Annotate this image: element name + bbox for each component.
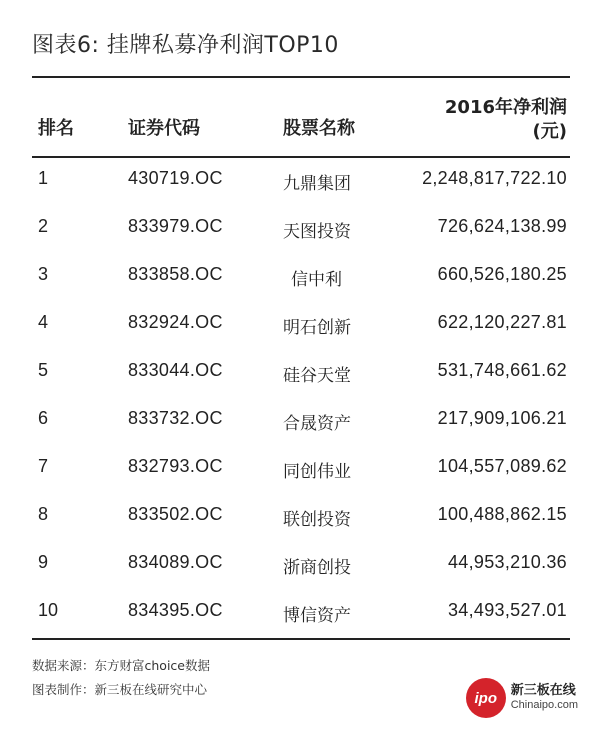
cell-name: 信中利	[291, 270, 342, 290]
cell-code: 833502.OC	[128, 504, 223, 524]
header-profit	[347, 96, 567, 144]
cell-rank: 5	[38, 360, 49, 380]
table-row	[0, 206, 600, 254]
header-profit-line1: 2016年净利润	[444, 97, 567, 118]
cell-name: 合晟资产	[283, 414, 351, 434]
table-header	[0, 78, 600, 156]
cell-profit: 217,909,106.21	[437, 408, 567, 428]
header-code: 证券代码	[128, 118, 200, 139]
cell-code: 832793.OC	[128, 456, 223, 476]
ipo-logo-icon: ipo	[466, 678, 506, 718]
cell-code: 833858.OC	[128, 264, 223, 284]
header-rank: 排名	[38, 118, 74, 139]
cell-profit: 660,526,180.25	[437, 264, 567, 284]
cell-profit: 100,488,862.15	[437, 504, 567, 524]
cell-profit: 622,120,227.81	[437, 312, 567, 332]
table-row	[0, 590, 600, 638]
cell-rank: 4	[38, 312, 49, 332]
cell-rank: 10	[38, 600, 59, 620]
cell-name: 明石创新	[283, 318, 351, 338]
header-profit-line2: (元)	[532, 121, 567, 142]
cell-name: 联创投资	[283, 510, 351, 530]
cell-code: 833732.OC	[128, 408, 223, 428]
cell-code: 834395.OC	[128, 600, 223, 620]
cell-name: 天图投资	[283, 222, 351, 242]
logo-name-cn: 新三板在线	[510, 683, 576, 698]
table-row	[0, 254, 600, 302]
cell-profit: 104,557,089.62	[437, 456, 567, 476]
cell-code: 834089.OC	[128, 552, 223, 572]
cell-rank: 7	[38, 456, 49, 476]
cell-rank: 1	[38, 168, 49, 188]
table-row	[0, 350, 600, 398]
cell-profit: 34,493,527.01	[447, 600, 567, 620]
cell-rank: 3	[38, 264, 49, 284]
cell-code: 832924.OC	[128, 312, 223, 332]
cell-profit: 44,953,210.36	[447, 552, 567, 572]
cell-profit: 2,248,817,722.10	[422, 168, 567, 188]
cell-rank: 8	[38, 504, 49, 524]
cell-name: 硅谷天堂	[283, 366, 351, 386]
cell-code: 833979.OC	[128, 216, 223, 236]
cell-name: 九鼎集团	[283, 174, 351, 194]
logo-name-en: Chinaipo.com	[510, 699, 578, 711]
logo-text	[511, 683, 578, 713]
cell-rank: 9	[38, 552, 49, 572]
table-row	[0, 158, 600, 206]
table-row	[0, 494, 600, 542]
cell-name: 浙商创投	[283, 558, 351, 578]
table-row	[0, 446, 600, 494]
cell-name: 同创伟业	[283, 462, 351, 482]
cell-profit: 531,748,661.62	[437, 360, 567, 380]
brand-logo	[466, 678, 578, 718]
cell-rank: 6	[38, 408, 49, 428]
page-title: 图表6: 挂牌私募净利润TOP10	[32, 33, 339, 58]
table-bottom-rule	[32, 638, 570, 640]
chart-maker-note: 图表制作：新三板在线研究中心	[32, 682, 208, 697]
cell-code: 833044.OC	[128, 360, 223, 380]
table-row	[0, 398, 600, 446]
cell-name: 博信资产	[283, 606, 351, 626]
header-name: 股票名称	[283, 118, 355, 139]
table-body	[0, 158, 600, 638]
cell-code: 430719.OC	[128, 168, 223, 188]
table-row	[0, 542, 600, 590]
table-row	[0, 302, 600, 350]
data-source-note: 数据来源：东方财富choice数据	[32, 658, 210, 673]
cell-profit: 726,624,138.99	[437, 216, 567, 236]
cell-rank: 2	[38, 216, 49, 236]
